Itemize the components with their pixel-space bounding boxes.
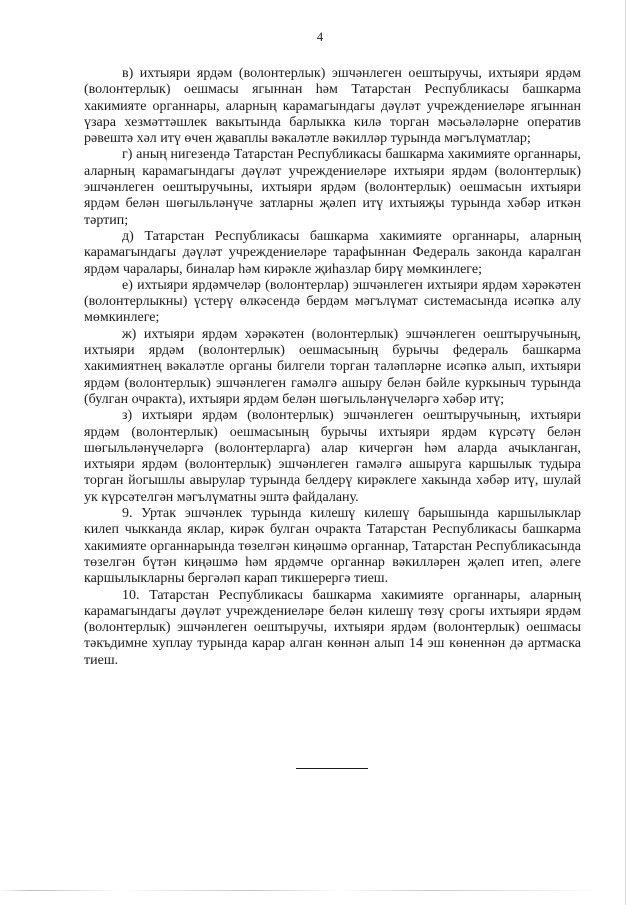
scan-bottom-line [0,890,640,891]
paragraph-zh: ж) ихтыяри ярдәм хәрәкәтен (волонтерлык) эшчәнлеген оештыручының, ихтыяри ярдәм (волонтерлык) оешмасының бурычы федераль башкарма хакимиятнең вәкаләтле органы билгели торган таләпләрне исәпкә алып, ихтыяри ярдәм (волонтерлык) эшчәнлеген гамәлгә ашыру белән бәйле куркыныч турында (булган очракта), ихтыяри ярдәм белән шөгыльләнүчеләргә хәбәр итү; [84,326,581,407]
end-separator-line [296,768,368,769]
paragraph-v: в) ихтыяри ярдәм (волонтерлык) эшчәнлеген оештыручы, ихтыяри ярдәм (волонтерлык) оешмасы ягыннан һәм Татарстан Республикасы башкарма хакимияте органнары, аларның карамагындагы дәүләт учреждениеләре ягыннан үзара хезмәттәшлек вакытында барлыкка килә торган мәсьәләләрне оператив рәвештә хәл итү өчен җаваплы вәкаләтле вәкилләр турында мәгълүматлар; [84,66,581,147]
paragraph-d: д) Татарстан Республикасы башкарма хакимияте органнары, аларның карамагындагы дәүләт учреждениеләре тарафыннан Федераль законда каралган ярдәм чаралары, биналар һәм кирәкле җиһазлар бирү мөмкинлеге; [84,228,581,277]
scan-margin-line [625,0,626,905]
page-number: 4 [316,30,324,44]
paragraph-9: 9. Уртак эшчәнлек турында килешү килешү барышында каршылыклар килеп чыкканда яклар, кирәк булган очракта Татарстан Республикасы башкарма хакимияте органнарында төзелгән киңәшмә органнар, Татарстан Республикасында төзелгән бүтән киңәшмә һәм ярдәмче органнар вәкилләрен җәлеп итеп, әлеге каршылыкларны бергәләп карап тикшерергә тиеш. [84,506,581,587]
paragraph-e: е) ихтыяри ярдәмчеләр (волонтерлар) эшчәнлеген ихтыяри ярдәм хәрәкәтен (волонтерлыкны) үстерү өлкәсендә бердәм мәгълүмат системасында исәпкә алу мөмкинлеге; [84,277,581,326]
document-body [84,66,581,669]
paragraph-z: з) ихтыяри ярдәм (волонтерлык) эшчәнлеген оештыручының, ихтыяри ярдәм (волонтерлык) оешмасының бурычы ихтыяри ярдәм күрсәтү белән шөгыльләнүчеләргә (волонтерларга) алар кичергән һәм аларда ачыкланган, ихтыяри ярдәм (волонтерлык) эшчәнлеген гамәлгә ашыруга каршылык тудыра торган йогышлы авырулар турында белдерү кирәклеге хакында хәбәр итү, шулай ук күрсәтелгән мәгълүматны эштә файдалану. [84,408,581,505]
paragraph-g: г) аның нигезендә Татарстан Республикасы башкарма хакимияте органнары, аларның карамагындагы дәүләт учреждениеләре ихтыяри ярдәм (волонтерлык) эшчәнлеген оештыручыны, ихтыяри ярдәм (волонтерлык) оешмасын ихтыяри ярдәм белән шөгыльләнүче затларны җәлеп итү ихтыяҗы турында хәбәр иткән тәртип; [84,147,581,228]
paragraph-10: 10. Татарстан Республикасы башкарма хакимияте органнары, аларның карамагындагы дәүләт учреждениеләре белән килешү төзү срогы ихтыяри ярдәм (волонтерлык) эшчәнлеген оештыручы, ихтыяри ярдәм (волонтерлык) оешмасы тәкъдимне хуплау турында карар алган көннән алып 14 эш көненнән дә артмаска тиеш. [84,587,581,668]
